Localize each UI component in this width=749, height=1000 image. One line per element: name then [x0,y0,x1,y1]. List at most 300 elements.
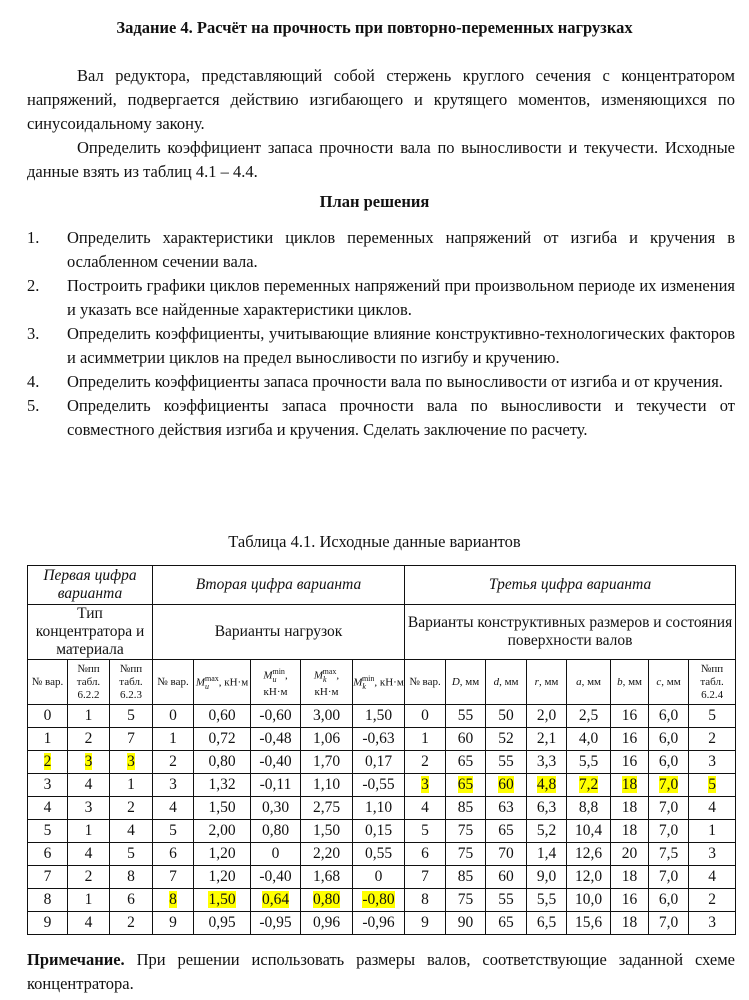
table-cell [153,889,194,912]
subheader-concentrator-type: Тип концентратора и материала [28,605,153,660]
column-subscript: k [362,681,366,691]
table-cell [446,728,486,751]
table-cell [405,889,446,912]
table-cell [301,797,353,820]
cell-value: 7,2 [578,776,599,793]
cell-value: 6 [127,891,135,908]
cell-value: 60 [457,730,474,747]
cell-value: 5,5 [578,753,599,770]
table-row [28,843,736,866]
table-row [28,912,736,935]
table-cell [689,705,736,728]
table-cell [567,774,611,797]
cell-value: 1 [421,730,429,747]
table-cell [527,774,567,797]
cell-value: 5,5 [536,891,557,908]
cell-value: -0,55 [362,776,395,793]
column-symbol: M [195,676,205,689]
cell-value: 55 [457,707,474,724]
table-cell [251,889,301,912]
cell-value: 0,96 [312,914,341,931]
table-cell [486,774,527,797]
cell-value: 20 [621,845,638,862]
plan-item-text: Определить коэффициенты, учитывающие влияние конструктивно-технологических факторов и асимметрии циклов на предел выносливости по изгибу и кручению. [67,324,735,367]
cell-value: 0,80 [312,891,341,908]
cell-value: -0,40 [259,753,292,770]
table-cell [567,797,611,820]
cell-value: 60 [498,868,514,885]
table-cell [486,728,527,751]
column-unit: , мм [499,675,519,688]
table-cell [28,705,68,728]
table-row [28,751,736,774]
cell-value: 0,17 [364,753,393,770]
table-cell [611,728,649,751]
column-symbol: M [313,669,324,682]
column-header [611,660,649,705]
table-cell [405,912,446,935]
cell-value: 18 [621,914,638,931]
table-cell [611,751,649,774]
cell-value: 2,75 [312,799,341,816]
cell-value: 16 [621,891,638,908]
cell-value: 0 [421,707,429,724]
table-cell [527,705,567,728]
cell-value: 5 [421,822,429,839]
table-cell [567,751,611,774]
plan-heading: План решения [319,192,430,211]
cell-value: 18 [621,822,638,839]
cell-value: 7,0 [658,776,679,793]
cell-value: -0,60 [259,707,292,724]
table-cell [567,728,611,751]
table-cell [353,820,405,843]
cell-value: 70 [498,845,514,862]
column-header [251,660,301,705]
table-cell [194,705,251,728]
table-cell [301,843,353,866]
table-cell [649,774,689,797]
plan-item-number: 4. [27,372,40,391]
plan-list [27,226,735,442]
cell-value: 75 [457,822,474,839]
table-cell [68,751,110,774]
cell-value: 2 [127,914,135,931]
table-cell [28,843,68,866]
cell-value: 9 [421,914,429,931]
table-cell [301,705,353,728]
table-cell [527,820,567,843]
cell-value: 75 [457,891,474,908]
table-cell [527,797,567,820]
table-cell [446,820,486,843]
table-cell [405,797,446,820]
cell-value: 10,4 [574,822,603,839]
table-cell [251,820,301,843]
cell-value: 90 [457,914,474,931]
group-header-second-digit: Вторая цифра варианта [153,566,405,605]
table-cell [68,866,110,889]
cell-value: 15,6 [574,914,603,931]
cell-value: 1,70 [312,753,341,770]
cell-value: 7 [421,868,429,885]
cell-value: 1,50 [364,707,393,724]
column-symbol: D [451,675,460,688]
table-cell [194,751,251,774]
table-cell [649,728,689,751]
table-cell [649,797,689,820]
plan-item [27,274,735,322]
plan-item-number: 1. [27,228,40,247]
cell-value: 6,0 [658,730,679,747]
column-header: №пп табл. 6.2.2 [68,660,110,705]
cell-value: 1 [84,891,93,908]
cell-value: 12,6 [574,845,603,862]
table-row [28,797,736,820]
table-cell [251,866,301,889]
cell-value: -0,48 [259,730,292,747]
subheader-size-variants: Варианты конструктивных размеров и состояния поверхности валов [405,605,736,660]
cell-value: 65 [498,914,514,931]
table-cell [611,705,649,728]
table-cell [153,912,194,935]
cell-value: 3 [421,776,429,793]
column-symbol: d [493,675,500,688]
table-caption: Таблица 4.1. Исходные данные вариантов [228,532,521,551]
table-cell [110,866,153,889]
cell-value: 8,8 [578,799,599,816]
table-cell [486,797,527,820]
cell-value: 0,64 [261,891,290,908]
table-cell [611,820,649,843]
cell-value: 55 [498,891,514,908]
table-cell [28,751,68,774]
variants-table [27,565,736,935]
column-header: № вар. [28,660,68,705]
column-unit: , кН·м [374,676,404,689]
cell-value: 1,10 [364,799,393,816]
column-header [649,660,689,705]
cell-value: 4 [127,822,135,839]
table-cell [110,912,153,935]
table-cell [405,820,446,843]
table-cell [689,797,736,820]
table-cell [301,751,353,774]
cell-value: -0,11 [259,776,292,793]
cell-value: 18 [621,776,638,793]
plan-item-number: 2. [27,276,40,295]
cell-value: 1,4 [536,845,557,862]
table-cell [689,751,736,774]
table-cell [301,820,353,843]
table-cell [110,705,153,728]
table-cell [251,774,301,797]
cell-value: 3 [84,799,93,816]
cell-value: 7,0 [658,822,679,839]
table-cell [28,774,68,797]
cell-value: 4 [421,799,429,816]
table-cell [68,797,110,820]
cell-value: 0,15 [364,822,393,839]
column-header [301,660,353,705]
table-cell [446,889,486,912]
cell-value: 1 [84,822,93,839]
column-symbol: a [576,675,582,688]
table-cell [405,705,446,728]
cell-value: 10,0 [574,891,603,908]
table-cell [486,912,527,935]
cell-value: 3 [169,776,177,793]
cell-value: 65 [498,822,514,839]
cell-value: 1 [84,707,93,724]
plan-item-text: Определить коэффициенты запаса прочности вала по выносливости и текучести от совместного действия изгиба и кручения. Сделать заключение по расчету. [67,396,735,439]
table-cell [153,728,194,751]
table-cell [567,820,611,843]
table-cell [649,820,689,843]
table-cell [194,797,251,820]
table-cell [153,705,194,728]
table-cell [28,820,68,843]
cell-value: 0,55 [364,845,393,862]
table-cell [251,728,301,751]
table-row [28,774,736,797]
column-header [194,660,251,705]
cell-value: 1,20 [208,845,236,862]
cell-value: 50 [498,707,514,724]
table-cell [68,820,110,843]
plan-item-number: 3. [27,324,40,343]
table-cell [68,843,110,866]
cell-value: 8 [421,891,429,908]
column-superscript: max [322,667,337,677]
column-header [353,660,405,705]
table-cell [110,751,153,774]
plan-item [27,370,735,394]
column-unit: , кН·м [263,669,288,698]
table-cell [68,889,110,912]
table-cell [28,866,68,889]
table-cell [68,774,110,797]
table-cell [68,728,110,751]
table-cell [251,705,301,728]
cell-value: 18 [621,799,638,816]
cell-value: 1,68 [312,868,341,885]
table-cell [446,843,486,866]
column-header: № вар. [153,660,194,705]
table-cell [689,866,736,889]
table-cell [353,797,405,820]
cell-value: 7 [169,868,177,885]
column-unit: , мм [581,675,601,688]
table-cell [567,912,611,935]
column-symbol: b [617,675,623,688]
table-cell [446,705,486,728]
cell-value: 2 [708,891,716,908]
table-cell [446,912,486,935]
table-cell [194,889,251,912]
column-subscript: k [323,674,327,684]
cell-value: 0,80 [261,822,290,839]
table-cell [446,797,486,820]
table-cell [194,866,251,889]
table-cell [251,843,301,866]
table-cell [649,889,689,912]
cell-value: 3,3 [536,753,557,770]
table-cell [301,774,353,797]
table-cell [689,912,736,935]
table-cell [527,728,567,751]
cell-value: 0 [374,868,383,885]
cell-value: 4 [708,868,716,885]
table-cell [353,866,405,889]
table-cell [353,843,405,866]
table-cell [405,728,446,751]
cell-value: 2 [43,753,52,770]
table-row [28,820,736,843]
note-label: Примечание. [27,950,125,969]
column-superscript: min [272,667,285,677]
table-cell [611,889,649,912]
cell-value: 4 [84,776,93,793]
cell-value: 5 [708,776,716,793]
cell-value: 52 [498,730,514,747]
cell-value: 5 [127,845,135,862]
cell-value: 2 [127,799,135,816]
cell-value: 7 [127,730,135,747]
cell-value: 85 [457,868,474,885]
cell-value: 2 [84,868,93,885]
cell-value: 6,5 [536,914,557,931]
cell-value: 60 [498,776,514,793]
cell-value: 4 [84,845,93,862]
table-cell [301,912,353,935]
cell-value: 4,8 [536,776,557,793]
table-cell [446,866,486,889]
table-cell [153,866,194,889]
table-cell [486,751,527,774]
column-symbol: r [534,675,539,688]
table-row [28,889,736,912]
cell-value: 8 [127,868,135,885]
cell-value: 1,50 [312,822,341,839]
cell-value: 6,0 [658,891,679,908]
cell-value: 4,0 [578,730,599,747]
group-header-third-digit: Третья цифра варианта [405,566,736,605]
cell-value: 1,20 [208,868,236,885]
table-cell [68,912,110,935]
cell-value: 4 [169,799,177,816]
plan-item [27,322,735,370]
table-cell [110,728,153,751]
cell-value: 1,50 [208,799,236,816]
cell-value: 1,06 [312,730,341,747]
table-cell [446,774,486,797]
cell-value: 5,2 [536,822,557,839]
cell-value: 0,60 [208,707,236,724]
table-cell [353,774,405,797]
column-subscript: и [272,674,277,684]
table-cell [649,705,689,728]
table-cell [301,728,353,751]
cell-value: 7,0 [658,914,679,931]
cell-value: 0,30 [261,799,290,816]
table-cell [153,797,194,820]
cell-value: -0,96 [362,914,395,931]
column-unit: , мм [538,675,559,688]
table-cell [405,843,446,866]
cell-value: 3 [127,753,135,770]
table-cell [301,866,353,889]
cell-value: 0,95 [208,914,236,931]
table-cell [649,843,689,866]
column-header: №пп табл. 6.2.3 [110,660,153,705]
table-cell [486,889,527,912]
table-cell [527,866,567,889]
cell-value: 7 [43,868,52,885]
cell-value: 2 [708,730,716,747]
column-header: №пп табл. 6.2.4 [689,660,736,705]
table-cell [194,774,251,797]
cell-value: 85 [457,799,474,816]
table-row [28,728,736,751]
cell-value: 4 [708,799,716,816]
table-cell [689,774,736,797]
cell-value: 2 [84,730,93,747]
table-cell [567,866,611,889]
table-cell [405,866,446,889]
cell-value: 65 [457,753,474,770]
table-cell [110,774,153,797]
table-cell [194,843,251,866]
cell-value: 65 [457,776,474,793]
table-cell [353,912,405,935]
cell-value: 16 [621,707,638,724]
cell-value: 3 [84,753,93,770]
cell-value: 8 [169,891,177,908]
table-cell [486,866,527,889]
table-cell [153,751,194,774]
table-cell [611,774,649,797]
table-cell [405,751,446,774]
cell-value: 6,0 [658,707,679,724]
cell-value: 3,00 [312,707,341,724]
plan-item-text: Определить коэффициенты запаса прочности вала по выносливости от изгиба и от кручения. [67,372,723,391]
cell-value: 55 [498,753,514,770]
cell-value: 2,0 [536,707,557,724]
cell-value: 9,0 [536,868,557,885]
plan-item-text: Определить характеристики циклов переменных напряжений от изгиба и кручения в ослабленном сечении вала. [67,228,735,271]
cell-value: 7,0 [658,799,679,816]
table-cell [611,797,649,820]
table-cell [649,751,689,774]
cell-value: 1 [169,730,177,747]
cell-value: 4 [84,914,93,931]
table-cell [110,889,153,912]
column-header [446,660,486,705]
column-unit: , мм [459,675,480,688]
cell-value: 0 [271,845,280,862]
cell-value: 16 [621,753,638,770]
table-cell [194,820,251,843]
table-cell [353,889,405,912]
table-cell [527,912,567,935]
column-symbol: c [656,675,662,688]
column-header [567,660,611,705]
cell-value: 2 [421,753,429,770]
column-superscript: min [361,673,375,683]
cell-value: 6 [421,845,429,862]
table-cell [567,889,611,912]
